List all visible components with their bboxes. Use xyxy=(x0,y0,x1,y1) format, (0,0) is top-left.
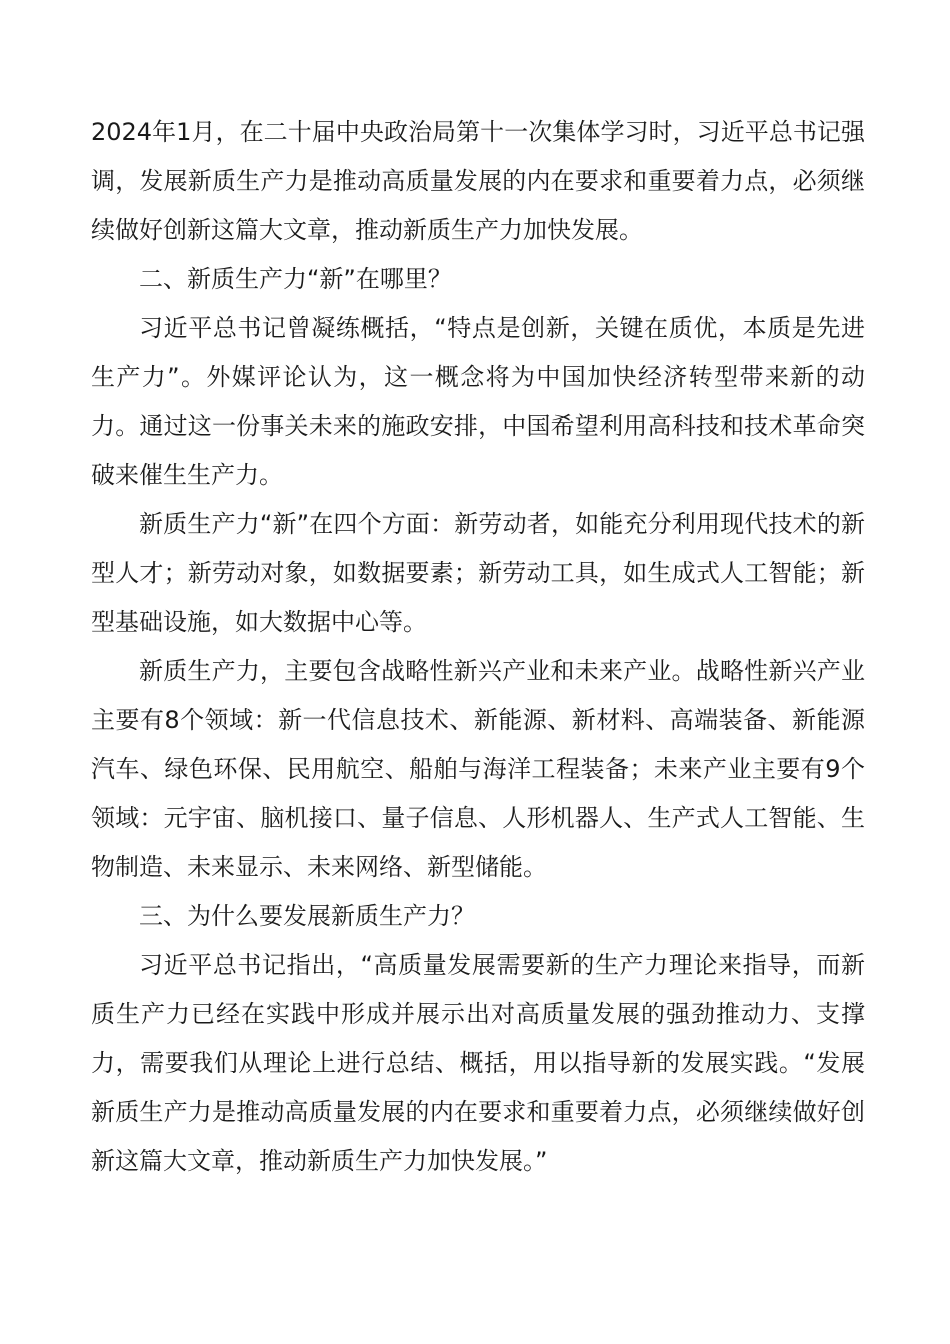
paragraph-5: 新质生产力，主要包含战略性新兴产业和未来产业。战略性新兴产业主要有8个领域：新一代信息技术、新能源、新材料、高端装备、新能源汽车、绿色环保、民用航空、船舶与海洋工程装备；未来产业主要有9个领域：元宇宙、脑机接口、量子信息、人形机器人、生产式人工智能、生物制造、未来显示、未来网络、新型储能。 xyxy=(91,657,865,881)
paragraph-7: 习近平总书记指出，“高质量发展需要新的生产力理论来指导，而新质生产力已经在实践中形成并展示出对高质量发展的强劲推动力、支撑力，需要我们从理论上进行总结、概括，用以指导新的发展实践。“发展新质生产力是推动高质量发展的内在要求和重要着力点，必须继续做好创新这篇大文章，推动新质生产力加快发展。” xyxy=(91,951,865,1175)
section-heading-3: 三、为什么要发展新质生产力？ xyxy=(139,902,475,930)
section-heading-2: 二、新质生产力“新”在哪里？ xyxy=(139,265,452,293)
paragraph-1: 2024年1月，在二十届中央政治局第十一次集体学习时，习近平总书记强调，发展新质生产力是推动高质量发展的内在要求和重要着力点，必须继续做好创新这篇大文章，推动新质生产力加快发展。 xyxy=(91,118,865,244)
document-body xyxy=(91,108,865,1186)
paragraph-3: 习近平总书记曾凝练概括，“特点是创新，关键在质优，本质是先进生产力”。外媒评论认为，这一概念将为中国加快经济转型带来新的动力。通过这一份事关未来的施政安排，中国希望利用高科技和技术革命突破来催生生产力。 xyxy=(91,314,865,489)
paragraph-4: 新质生产力“新”在四个方面：新劳动者，如能充分利用现代技术的新型人才；新劳动对象，如数据要素；新劳动工具，如生成式人工智能；新型基础设施，如大数据中心等。 xyxy=(91,510,865,636)
